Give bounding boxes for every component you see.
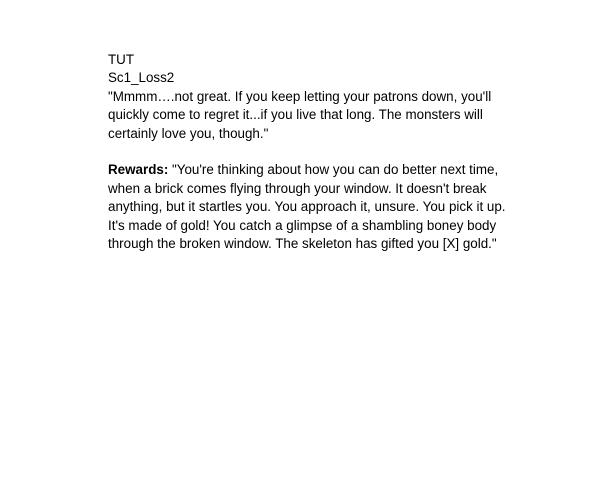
scene-id: Sc1_Loss2 xyxy=(108,70,175,86)
rewards-paragraph xyxy=(108,161,513,253)
dialogue-text: "Mmmm….not great. If you keep letting your patrons down, you'll quickly come to regret it...if you live that long. The monsters will certainly love you, though." xyxy=(108,88,492,141)
paragraph-gap xyxy=(108,143,513,161)
document-heading: TUT xyxy=(108,52,135,67)
rewards-text: "You're thinking about how you can do better next time, when a brick comes flying through your window. It doesn't break anything, but it startles you. You approach it, unsure. You pick it up. It's made of gold! You catch a glimpse of a shambling boney body through the broken window. The skeleton has gifted you [X] gold." xyxy=(108,162,506,252)
rewards-label: Rewards: xyxy=(108,162,169,178)
document-body xyxy=(108,51,513,253)
